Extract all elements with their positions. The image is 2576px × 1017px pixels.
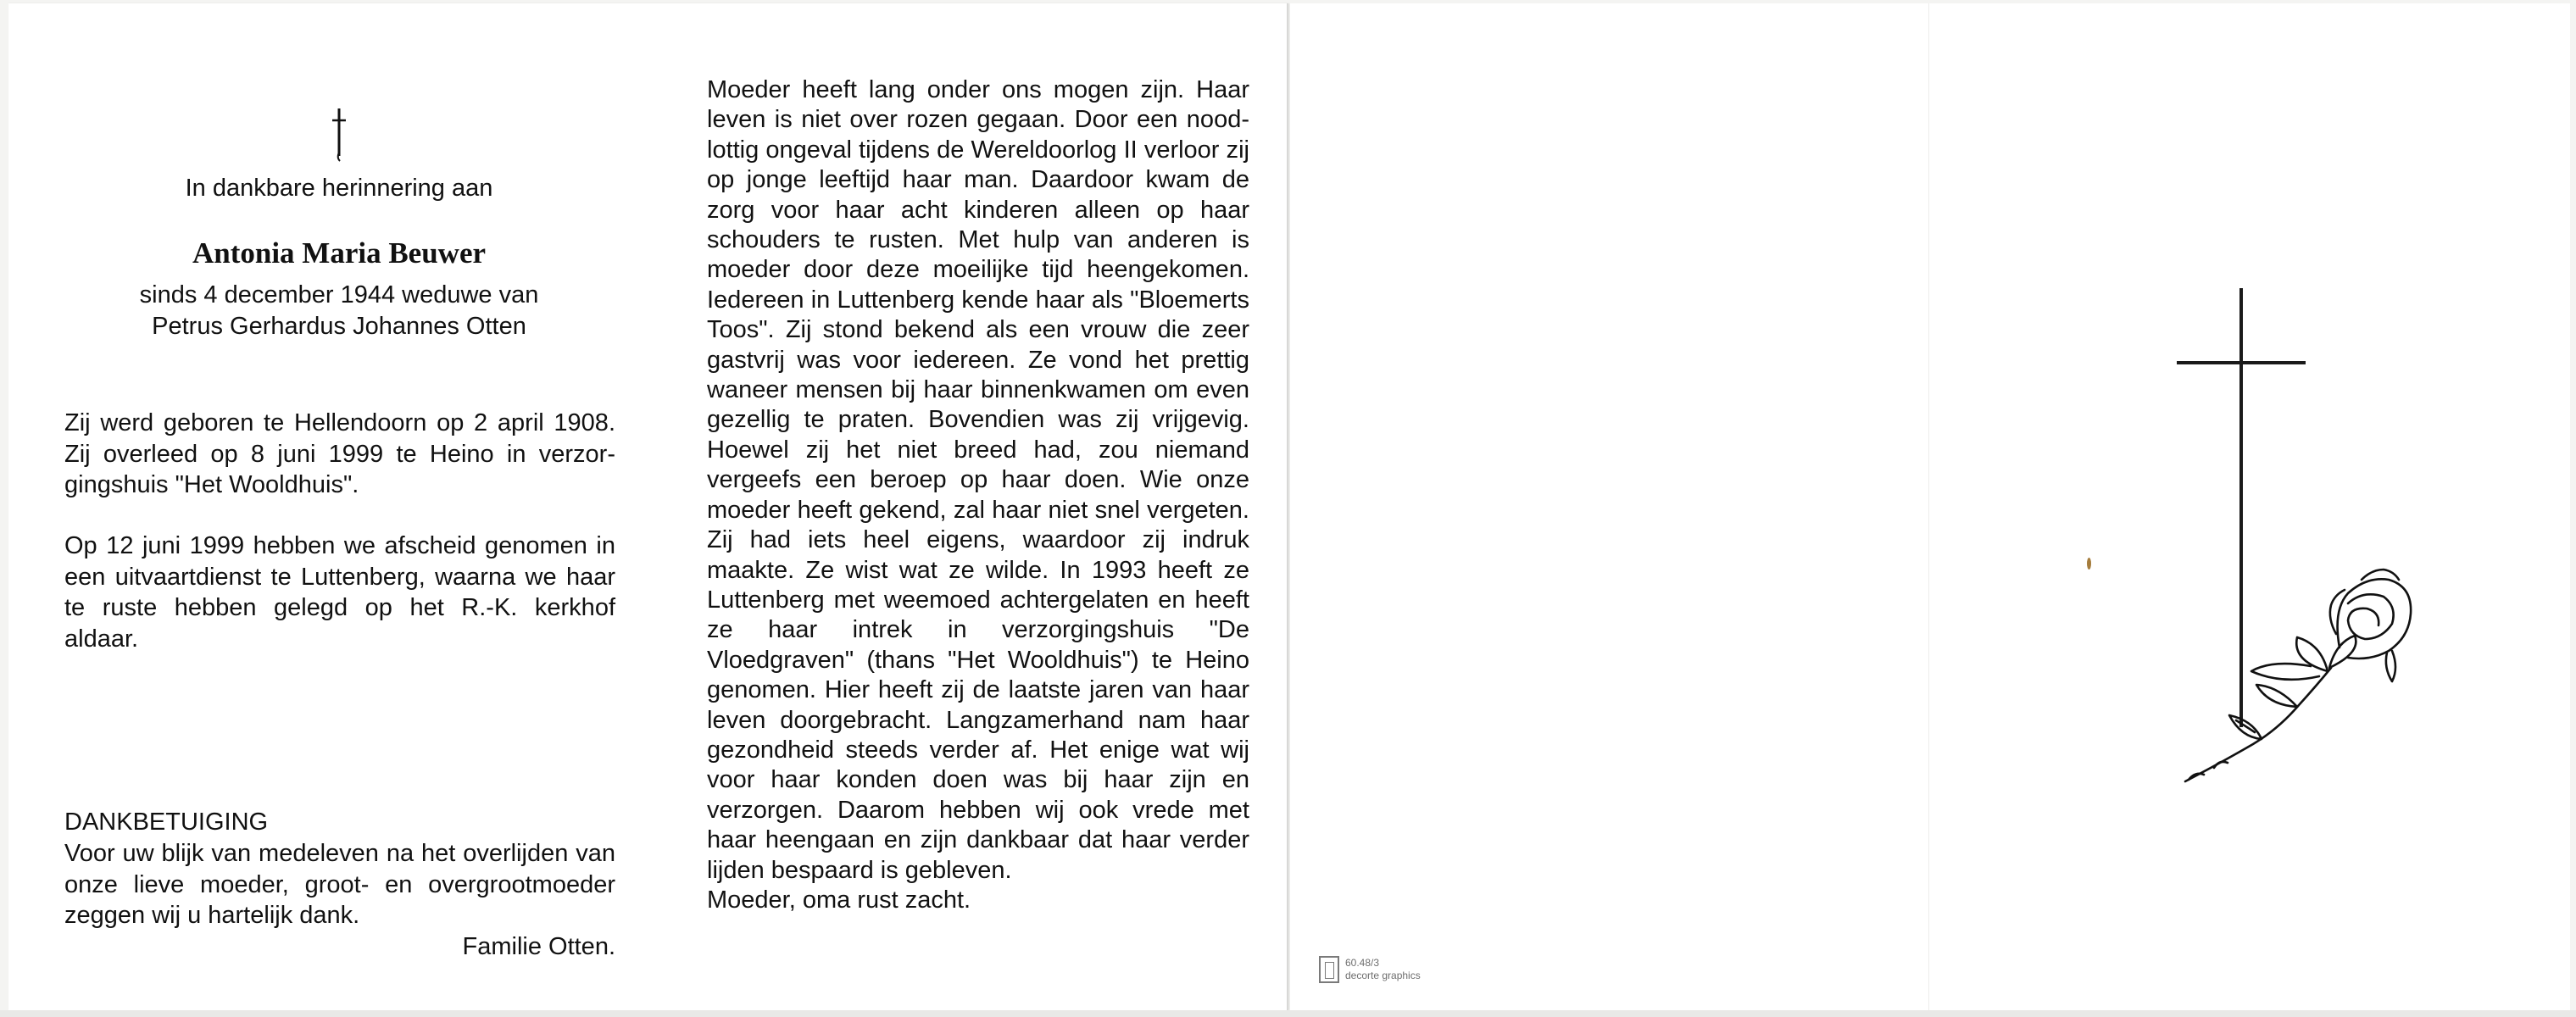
- family-signature: Familie Otten.: [462, 933, 615, 960]
- fold-line: [1928, 3, 1929, 1010]
- paper-speck: [2087, 558, 2091, 570]
- birth-death-paragraph: Zij werd geboren te Hellendoorn op 2 april 1908. Zij overleed op 8 juni 1999 te Heino in verzorgingshuis "Het Wooldhuis".: [64, 409, 615, 498]
- intro-line: In dankbare herinnering aan: [185, 175, 493, 202]
- deceased-name: Antonia Maria Beuwer: [192, 236, 487, 270]
- inner-spread: [8, 3, 1288, 1010]
- cross-with-rose-icon: [2170, 288, 2424, 788]
- thanks-body: Voor uw blijk van medeleven na het overlijden van onze lieve moeder, groot- en overgrootmoeder zeggen wij u hartelijk dank.: [64, 840, 615, 929]
- printer-code: 60.48/3: [1345, 957, 1380, 969]
- biography-column: [707, 75, 1249, 915]
- widow-line-1: sinds 4 december 1944 weduwe van: [139, 281, 539, 308]
- printer-logo-icon: [1319, 956, 1339, 983]
- widow-line-2: Petrus Gerhardus Johannes Otten: [152, 313, 526, 340]
- funeral-paragraph: Op 12 juni 1999 hebben we afscheid genomen in een uitvaartdienst te Luttenberg, waarna we haar te ruste hebben gelegd op het R.-K. kerkhof aldaar.: [64, 532, 615, 653]
- thanks-heading: DANKBETUIGING: [64, 809, 269, 836]
- small-cross-icon: [322, 103, 356, 163]
- widow-statement: [119, 280, 559, 342]
- scan-bottom-edge: [0, 1010, 2576, 1017]
- closing-line: Moeder, oma rust zacht.: [707, 886, 971, 914]
- printer-logo: [1319, 956, 1488, 985]
- cross-icon: [2177, 288, 2306, 727]
- printer-brand: decorte graphics: [1345, 970, 1421, 981]
- rose-icon: [2185, 570, 2411, 781]
- biography-text: Moeder heeft lang onder ons mogen zijn. Haar leven is niet over rozen gegaan. Door een noodlottig ongeval tijdens de Wereldoorlog II verloor zij op jonge leeftijd haar man. Daardoor kwam de zorg voor haar acht kinderen alleen op haar schouders te rusten. Met hulp van anderen is moeder door deze moeilijke tijd heengekomen. Iedereen in Luttenberg kende haar als "Bloemerts Toos". Zij stond bekend als een vrouw die zeer gastvrij was voor iedereen. Ze vond het prettig waneer mensen bij haar binnenkwamen om even gezellig te praten. Bovendien was zij vrijgevig. Hoewel zij het niet breed had, zou niemand vergeefs een beroep op haar doen. Wie onze moeder heeft gekend, zal haar niet snel vergeten. Zij had iets heel eigens, waardoor zij indruk maakte. Ze wist wat ze wilde. In 1993 heeft ze Luttenberg met weemoed achtergelaten en heeft ze haar intrek in verzorgingshuis "De Vloedgraven" (thans "Het Wooldhuis") te Heino genomen. Hier heeft zij de laatste jaren van haar leven doorgebracht. Langzamerhand nam haar gezondheid steeds verder af. Het enige wat wij voor haar konden doen was bij haar zijn en verzorgen. Daarom hebben wij ook vrede met haar heengaan en zijn dankbaar dat haar verder lijden bespaard is gebleven.: [707, 76, 1249, 884]
